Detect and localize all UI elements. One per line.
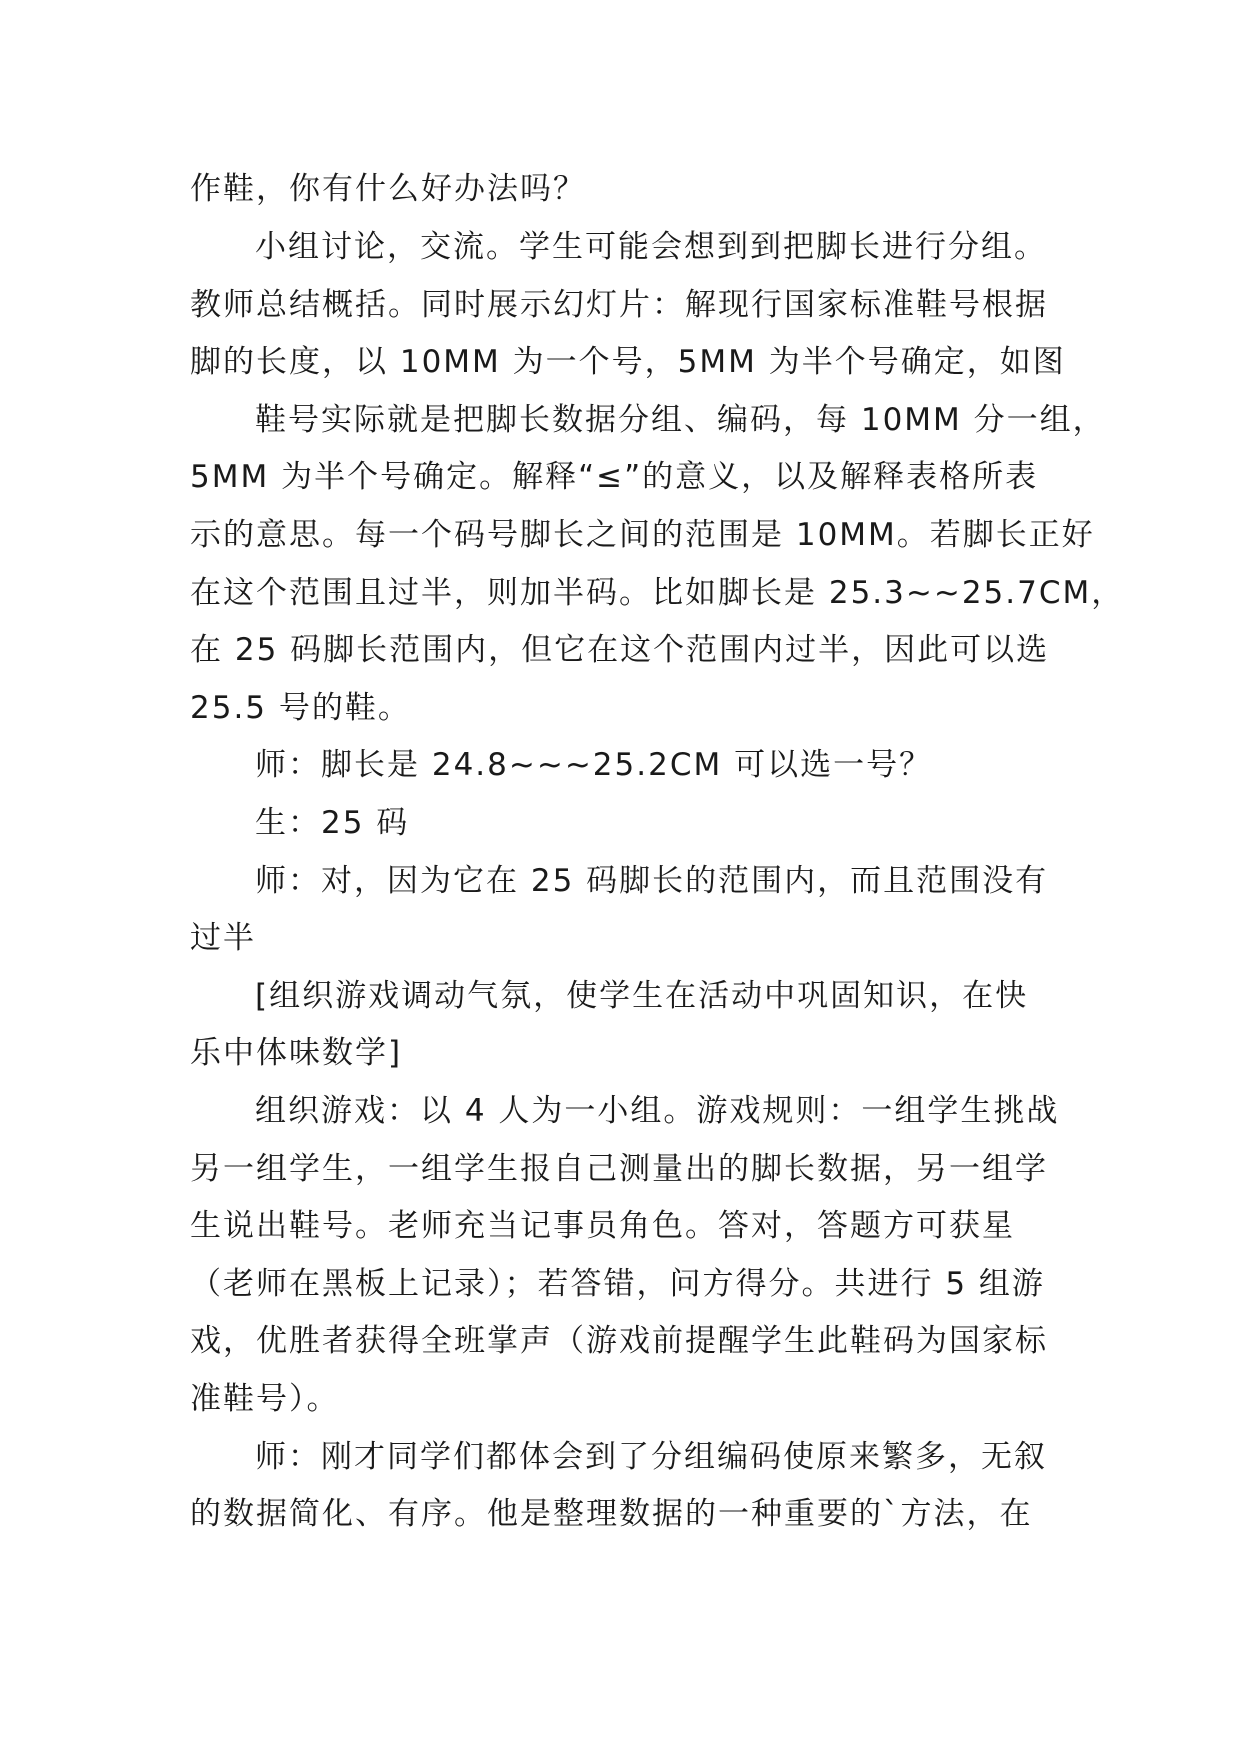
text-line: 准鞋号）。 (190, 1381, 340, 1417)
text-line: 乐中体味数学] (190, 1035, 403, 1071)
text-line: 师：刚才同学们都体会到了分组编码使原来繁多，无叙 (255, 1439, 1047, 1475)
text-line: 在 25 码脚长范围内，但它在这个范围内过半，因此可以选 (190, 632, 1050, 668)
text-line: 过半 (190, 920, 256, 956)
text-line: 在这个范围且过半，则加半码。比如脚长是 25.3~~25.7CM， (190, 575, 1125, 611)
text-line: 鞋号实际就是把脚长数据分组、编码，每 10MM 分一组， (255, 402, 1106, 438)
text-line: 示的意思。每一个码号脚长之间的范围是 10MM。若脚长正好 (190, 517, 1095, 553)
text-line: 教师总结概括。同时展示幻灯片：解现行国家标准鞋号根据 (190, 287, 1048, 323)
text-line: 的数据简化、有序。他是整理数据的一种重要的`方法，在 (190, 1496, 1033, 1532)
text-line: [组织游戏调动气氛，使学生在活动中巩固知识，在快 (255, 978, 1029, 1014)
text-line: 脚的长度，以 10MM 为一个号，5MM 为半个号确定，如图 (190, 344, 1066, 380)
text-line: 生：25 码 (255, 805, 410, 841)
text-line: 师：脚长是 24.8~~~25.2CM 可以选一号？ (255, 747, 933, 783)
text-line: 生说出鞋号。老师充当记事员角色。答对，答题方可获星 (190, 1208, 1015, 1244)
text-line: 25.5 号的鞋。 (190, 690, 411, 726)
text-line: 另一组学生，一组学生报自己测量出的脚长数据，另一组学 (190, 1151, 1048, 1187)
text-line: 作鞋，你有什么好办法吗？ (190, 171, 586, 207)
text-line: 戏，优胜者获得全班掌声（游戏前提醒学生此鞋码为国家标 (190, 1323, 1048, 1359)
text-line: （老师在黑板上记录）；若答错，问方得分。共进行 5 组游 (190, 1266, 1045, 1302)
text-line: 组织游戏：以 4 人为一小组。游戏规则：一组学生挑战 (255, 1093, 1060, 1129)
text-line: 5MM 为半个号确定。解释“≤”的意义，以及解释表格所表 (190, 459, 1039, 495)
text-line: 师：对，因为它在 25 码脚长的范围内，而且范围没有 (255, 863, 1049, 899)
text-line: 小组讨论，交流。学生可能会想到到把脚长进行分组。 (255, 229, 1047, 265)
